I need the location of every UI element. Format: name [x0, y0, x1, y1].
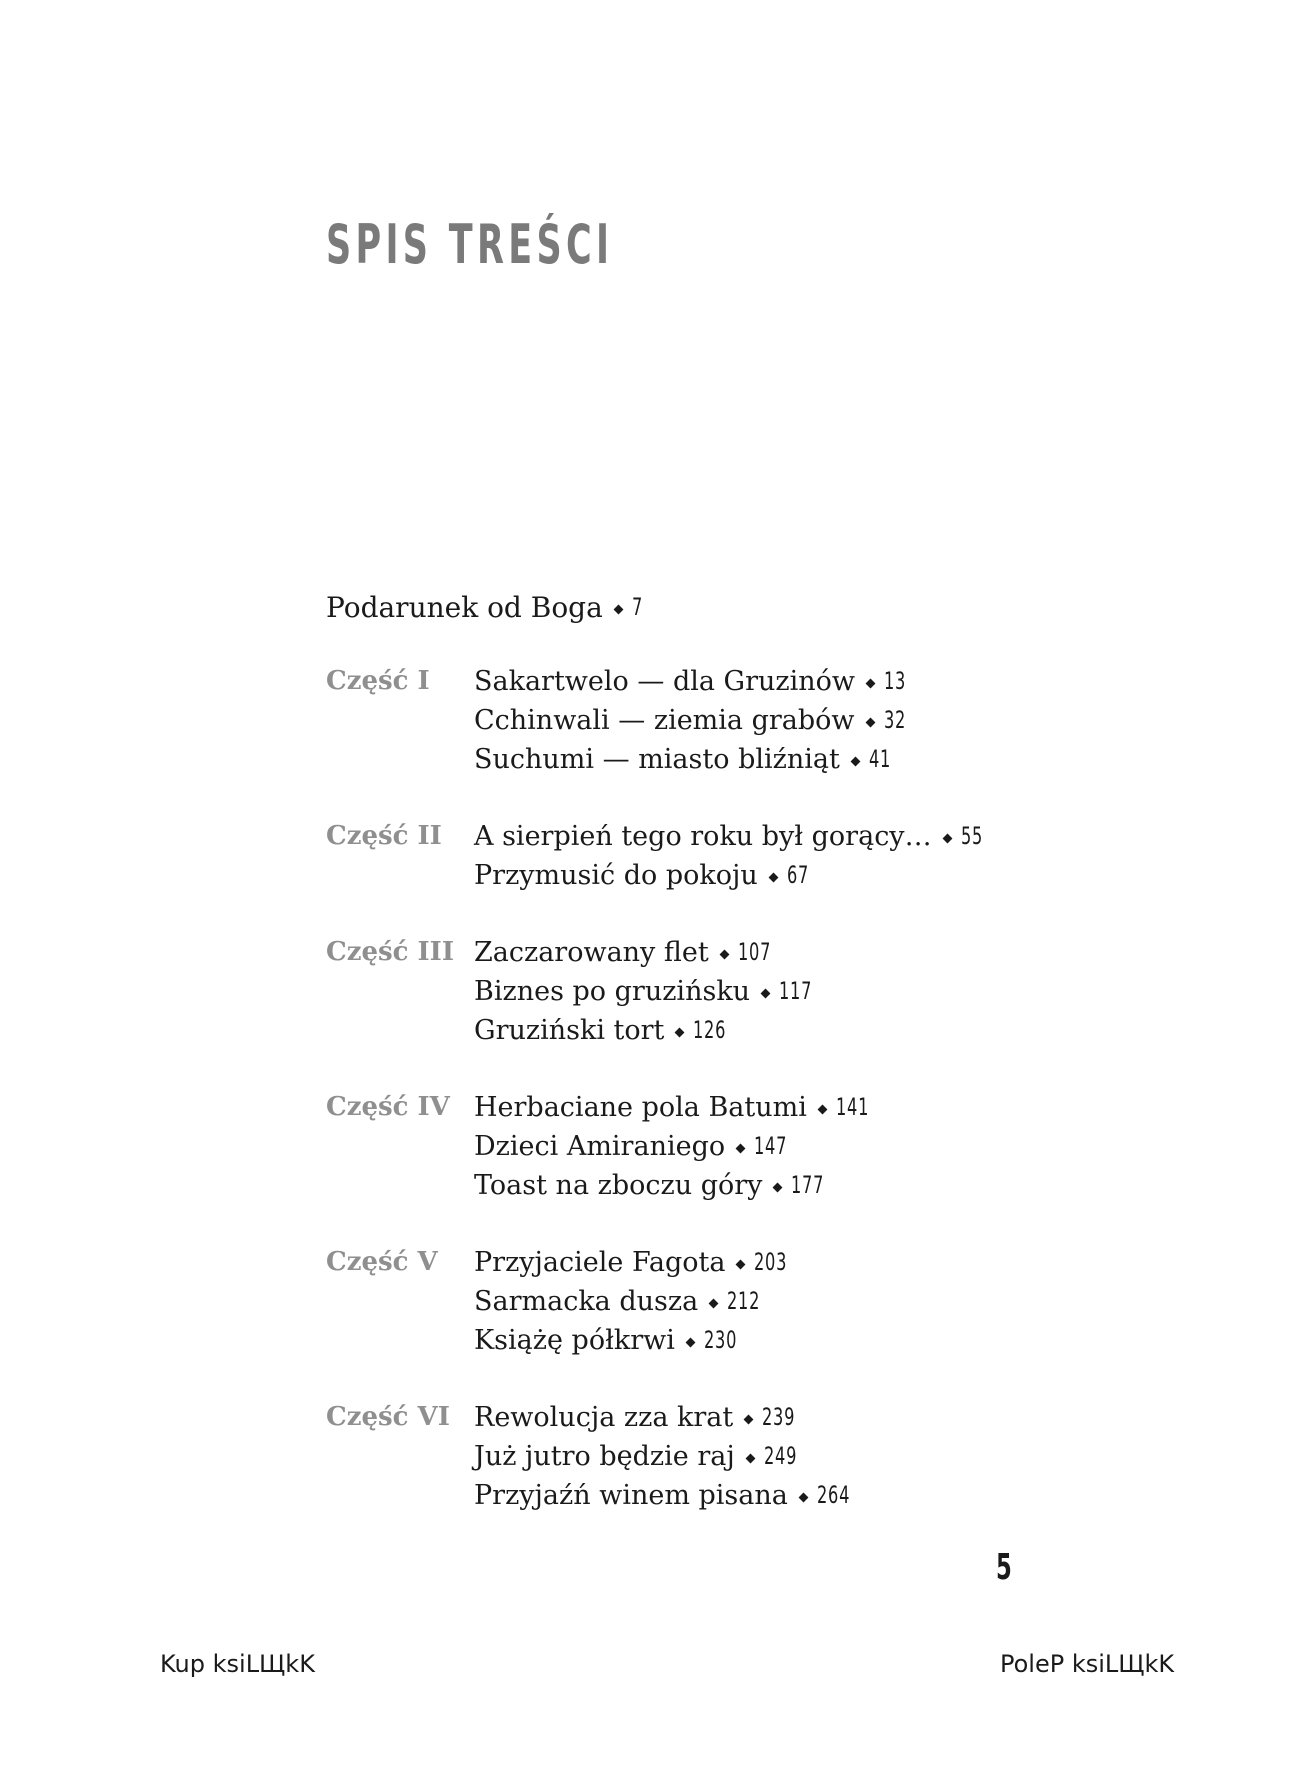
- part-label: Część VI: [326, 1402, 450, 1432]
- chapter-page-number: 147: [754, 1132, 788, 1160]
- toc-entry: [474, 972, 823, 1011]
- toc-entry: [474, 1166, 880, 1205]
- chapter-page-number: 126: [693, 1016, 727, 1044]
- chapter-list: [474, 1398, 861, 1515]
- bullet-separator-icon: [850, 757, 860, 767]
- bullet-separator-icon: [736, 1260, 746, 1270]
- chapter-page-number: 141: [835, 1093, 870, 1121]
- bullet-separator-icon: [685, 1338, 695, 1348]
- table-of-contents: [326, 586, 1126, 1553]
- bullet-separator-icon: [798, 1493, 808, 1503]
- page-title: SPIS TREŚCI: [326, 213, 614, 276]
- chapter-title: Podarunek od Boga: [326, 590, 603, 624]
- bullet-separator-icon: [675, 1028, 685, 1038]
- chapter-title: Przymusić do pokoju: [474, 860, 758, 891]
- chapter-page-number: 117: [779, 977, 813, 1005]
- chapter-title: Przyjaźń winem pisana: [474, 1480, 788, 1511]
- toc-intro-entry: [326, 586, 1126, 628]
- toc-part-1: [326, 662, 1126, 779]
- chapter-title: Sakartwelo — dla Gruzinów: [474, 666, 856, 697]
- chapter-page-number: 55: [960, 822, 983, 850]
- chapter-page-number: 249: [763, 1442, 797, 1470]
- chapter-page-number: 32: [883, 706, 906, 734]
- part-label: Część III: [326, 937, 455, 967]
- toc-entry: [474, 1243, 799, 1282]
- toc-entry: [474, 1398, 861, 1437]
- chapter-page-number: 230: [703, 1326, 738, 1354]
- toc-entry: [474, 1011, 823, 1050]
- chapter-list: [474, 1243, 799, 1360]
- toc-entry: [474, 662, 914, 701]
- chapter-page-number: 67: [786, 861, 809, 889]
- buy-book-link[interactable]: Kup ksiLЩkK: [160, 1650, 315, 1678]
- toc-entry: [474, 1437, 861, 1476]
- chapter-title: Sarmacka dusza: [474, 1286, 699, 1317]
- chapter-title: Suchumi — miasto bliźniąt: [474, 744, 840, 775]
- part-label: Część IV: [326, 1092, 450, 1122]
- chapter-page-number: 13: [884, 667, 907, 695]
- bullet-separator-icon: [744, 1415, 754, 1425]
- toc-entry: [474, 1476, 861, 1515]
- toc-part-6: [326, 1398, 1126, 1515]
- part-label: Część V: [326, 1247, 438, 1277]
- toc-entry: [474, 1282, 799, 1321]
- toc-part-4: [326, 1088, 1126, 1205]
- chapter-list: [474, 1088, 880, 1205]
- toc-part-2: [326, 817, 1126, 895]
- bullet-separator-icon: [761, 989, 771, 999]
- bullet-separator-icon: [865, 718, 875, 728]
- chapter-title: Dzieci Amiraniego: [474, 1131, 726, 1162]
- chapter-page-number: 107: [737, 938, 771, 966]
- bullet-separator-icon: [773, 1183, 783, 1193]
- chapter-list: [474, 817, 990, 895]
- chapter-title: Zaczarowany flet: [474, 937, 709, 968]
- toc-entry: [474, 817, 990, 856]
- chapter-list: [474, 933, 823, 1050]
- bullet-separator-icon: [736, 1144, 746, 1154]
- toc-entry: [474, 740, 914, 779]
- bullet-separator-icon: [745, 1454, 755, 1464]
- chapter-title: Książę półkrwi: [474, 1325, 675, 1356]
- chapter-title: Cchinwali — ziemia grabów: [474, 705, 855, 736]
- toc-entry: [474, 933, 823, 972]
- chapter-page-number: 203: [754, 1248, 788, 1276]
- chapter-page-number: 239: [762, 1403, 796, 1431]
- chapter-title: Herbaciane pola Batumi: [474, 1092, 807, 1123]
- chapter-page-number: 212: [727, 1287, 761, 1315]
- chapter-page-number: 264: [816, 1481, 851, 1509]
- bullet-separator-icon: [768, 873, 778, 883]
- chapter-title: Rewolucja zza krat: [474, 1402, 734, 1433]
- bullet-separator-icon: [817, 1105, 827, 1115]
- chapter-page-number: 177: [791, 1171, 825, 1199]
- toc-entry: [474, 856, 990, 895]
- chapter-page-number: 7: [631, 593, 643, 621]
- bullet-separator-icon: [719, 950, 729, 960]
- toc-entry: [474, 701, 914, 740]
- chapter-title: Biznes po gruzińsku: [474, 976, 751, 1007]
- toc-part-5: [326, 1243, 1126, 1360]
- bullet-separator-icon: [709, 1299, 719, 1309]
- chapter-page-number: 41: [868, 745, 891, 773]
- chapter-title: Gruziński tort: [474, 1015, 665, 1046]
- bullet-separator-icon: [866, 679, 876, 689]
- recommend-book-link[interactable]: PoleP ksiLЩkK: [1000, 1650, 1175, 1678]
- part-label: Część II: [326, 821, 442, 851]
- chapter-title: Przyjaciele Fagota: [474, 1247, 726, 1278]
- chapter-title: A sierpień tego roku był gorący…: [474, 821, 932, 852]
- bullet-separator-icon: [942, 834, 952, 844]
- toc-entry: [474, 1127, 880, 1166]
- chapter-title: Toast na zboczu góry: [474, 1170, 763, 1201]
- page-number: 5: [996, 1547, 1012, 1588]
- bullet-separator-icon: [613, 604, 623, 614]
- chapter-title: Już jutro będzie raj: [474, 1441, 735, 1472]
- toc-part-3: [326, 933, 1126, 1050]
- part-label: Część I: [326, 666, 430, 696]
- toc-entry: [474, 1088, 880, 1127]
- chapter-list: [474, 662, 914, 779]
- toc-entry: [474, 1321, 799, 1360]
